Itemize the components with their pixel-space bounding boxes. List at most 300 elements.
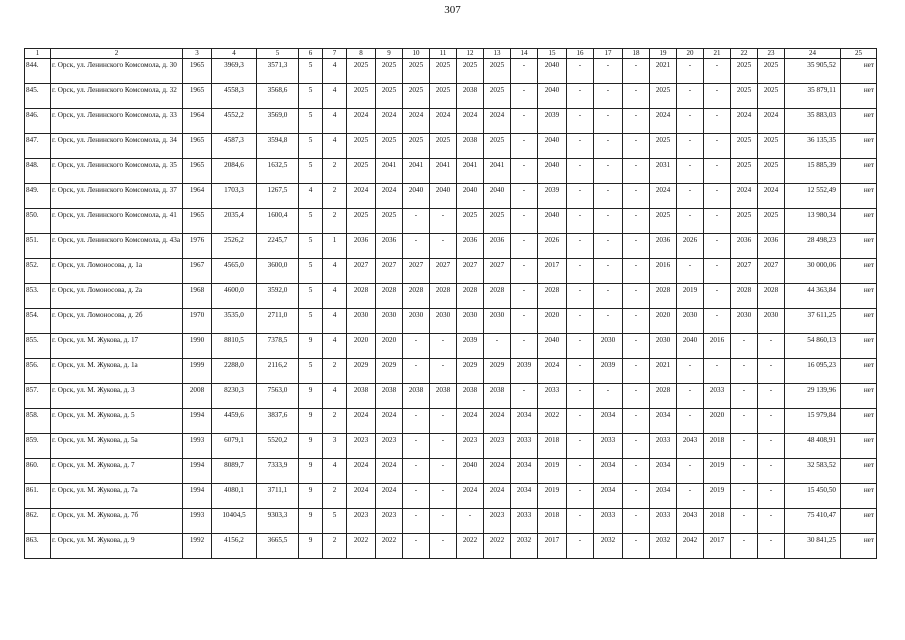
table-cell: - bbox=[623, 159, 650, 184]
table-cell: - bbox=[623, 359, 650, 384]
table-cell: 2019 bbox=[538, 459, 567, 484]
table-cell: 4156,2 bbox=[212, 534, 257, 559]
table-cell: нет bbox=[841, 359, 877, 384]
table-cell: 4 bbox=[323, 334, 347, 359]
table-cell: - bbox=[403, 534, 430, 559]
row-number: 854. bbox=[25, 309, 51, 334]
table-cell: 2 bbox=[323, 409, 347, 434]
row-number: 862. bbox=[25, 509, 51, 534]
table-cell: 2024 bbox=[457, 409, 484, 434]
table-cell: 2024 bbox=[457, 484, 484, 509]
table-cell: 2036 bbox=[484, 234, 511, 259]
table-cell: 2040 bbox=[403, 184, 430, 209]
column-header: 12 bbox=[457, 49, 484, 59]
table-cell: 13 980,34 bbox=[785, 209, 841, 234]
table-cell: 2024 bbox=[650, 184, 677, 209]
table-cell: - bbox=[511, 209, 538, 234]
table-cell: - bbox=[594, 84, 623, 109]
table-cell: - bbox=[704, 184, 731, 209]
table-cell: 30 000,06 bbox=[785, 259, 841, 284]
table-cell: - bbox=[567, 209, 594, 234]
table-cell: 1990 bbox=[183, 334, 212, 359]
table-cell: 2016 bbox=[704, 334, 731, 359]
table-cell: 2 bbox=[323, 484, 347, 509]
table-cell: 2030 bbox=[403, 309, 430, 334]
table-cell: - bbox=[403, 234, 430, 259]
column-header: 21 bbox=[704, 49, 731, 59]
row-number: 846. bbox=[25, 109, 51, 134]
table-cell: 4587,3 bbox=[212, 134, 257, 159]
table-cell: - bbox=[758, 434, 785, 459]
table-cell: 2040 bbox=[538, 159, 567, 184]
table-cell: 2024 bbox=[376, 109, 403, 134]
column-header: 1 bbox=[25, 49, 51, 59]
table-cell: 2038 bbox=[484, 384, 511, 409]
table-cell: 2025 bbox=[376, 59, 403, 84]
table-cell: 2024 bbox=[347, 484, 376, 509]
table-cell: 35 883,03 bbox=[785, 109, 841, 134]
table-cell: 35 905,52 bbox=[785, 59, 841, 84]
table-cell: - bbox=[677, 359, 704, 384]
table-cell: - bbox=[594, 59, 623, 84]
table-cell: 2031 bbox=[650, 159, 677, 184]
table-cell: 2024 bbox=[731, 184, 758, 209]
table-cell: 2023 bbox=[484, 434, 511, 459]
table-cell: - bbox=[567, 184, 594, 209]
table-cell: - bbox=[430, 234, 457, 259]
table-cell: 2039 bbox=[538, 109, 567, 134]
column-header: 25 bbox=[841, 49, 877, 59]
table-cell: 2025 bbox=[376, 134, 403, 159]
table-cell: - bbox=[594, 259, 623, 284]
column-header: 6 bbox=[299, 49, 323, 59]
table-cell: 2030 bbox=[484, 309, 511, 334]
table-cell: 2038 bbox=[457, 84, 484, 109]
address-cell: г. Орск, ул. Ленинского Комсомола, д. 30 bbox=[51, 59, 183, 84]
table-cell: 2025 bbox=[650, 84, 677, 109]
table-cell: - bbox=[677, 459, 704, 484]
table-cell: 2040 bbox=[457, 459, 484, 484]
table-cell: нет bbox=[841, 209, 877, 234]
table-cell: 4 bbox=[299, 184, 323, 209]
table-cell: 2028 bbox=[731, 284, 758, 309]
table-cell: - bbox=[430, 359, 457, 384]
table-cell: 2024 bbox=[484, 484, 511, 509]
table-cell: 3837,6 bbox=[257, 409, 299, 434]
table-cell: 2032 bbox=[594, 534, 623, 559]
table-cell: нет bbox=[841, 459, 877, 484]
row-number: 856. bbox=[25, 359, 51, 384]
table-cell: - bbox=[511, 284, 538, 309]
table-cell: 75 410,47 bbox=[785, 509, 841, 534]
table-cell: - bbox=[623, 59, 650, 84]
table-row bbox=[25, 384, 877, 409]
table-cell: 2024 bbox=[376, 184, 403, 209]
table-cell: 2038 bbox=[457, 134, 484, 159]
column-header: 18 bbox=[623, 49, 650, 59]
table-cell: 2028 bbox=[484, 284, 511, 309]
table-cell: - bbox=[731, 509, 758, 534]
address-cell: г. Орск, ул. Ленинского Комсомола, д. 32 bbox=[51, 84, 183, 109]
table-cell: - bbox=[403, 334, 430, 359]
table-cell: - bbox=[567, 334, 594, 359]
table-cell: - bbox=[511, 384, 538, 409]
table-cell: - bbox=[677, 134, 704, 159]
table-cell: 4558,3 bbox=[212, 84, 257, 109]
table-cell: 1965 bbox=[183, 134, 212, 159]
table-cell: 5 bbox=[299, 234, 323, 259]
table-cell: нет bbox=[841, 59, 877, 84]
table-cell: нет bbox=[841, 484, 877, 509]
table-cell: 2034 bbox=[594, 484, 623, 509]
table-cell: 2245,7 bbox=[257, 234, 299, 259]
table-cell: - bbox=[677, 409, 704, 434]
table-cell: - bbox=[511, 259, 538, 284]
column-header: 9 bbox=[376, 49, 403, 59]
table-cell: 2028 bbox=[430, 284, 457, 309]
table-cell: - bbox=[677, 84, 704, 109]
column-header: 24 bbox=[785, 49, 841, 59]
table-cell: - bbox=[567, 384, 594, 409]
table-cell: 6079,1 bbox=[212, 434, 257, 459]
table-cell: - bbox=[594, 234, 623, 259]
row-number: 857. bbox=[25, 384, 51, 409]
table-cell: - bbox=[731, 434, 758, 459]
row-number: 863. bbox=[25, 534, 51, 559]
table-cell: - bbox=[758, 509, 785, 534]
row-number: 851. bbox=[25, 234, 51, 259]
table-cell: 9 bbox=[299, 459, 323, 484]
table-cell: 2028 bbox=[376, 284, 403, 309]
table-cell: 4 bbox=[323, 59, 347, 84]
column-header: 13 bbox=[484, 49, 511, 59]
table-cell: 2025 bbox=[731, 209, 758, 234]
row-number: 860. bbox=[25, 459, 51, 484]
column-header: 5 bbox=[257, 49, 299, 59]
table-cell: - bbox=[704, 309, 731, 334]
table-cell: 2022 bbox=[484, 534, 511, 559]
table-cell: 3600,0 bbox=[257, 259, 299, 284]
table-cell: 2030 bbox=[594, 334, 623, 359]
table-row bbox=[25, 359, 877, 384]
row-number: 848. bbox=[25, 159, 51, 184]
table-cell: 2025 bbox=[484, 209, 511, 234]
table-cell: - bbox=[403, 434, 430, 459]
table-cell: 4 bbox=[323, 284, 347, 309]
table-cell: - bbox=[511, 84, 538, 109]
table-cell: 5 bbox=[299, 59, 323, 84]
table-row bbox=[25, 59, 877, 84]
table-cell: 9303,3 bbox=[257, 509, 299, 534]
table-cell: 4 bbox=[323, 109, 347, 134]
table-cell: 9 bbox=[299, 534, 323, 559]
table-cell: 28 498,23 bbox=[785, 234, 841, 259]
table-cell: 2024 bbox=[403, 109, 430, 134]
table-cell: 2040 bbox=[538, 334, 567, 359]
table-cell: 2033 bbox=[594, 434, 623, 459]
table-cell: 2029 bbox=[347, 359, 376, 384]
table-cell: 2032 bbox=[650, 534, 677, 559]
address-cell: г. Орск, ул. М. Жукова, д. 9 bbox=[51, 534, 183, 559]
table-cell: 2018 bbox=[704, 509, 731, 534]
table-cell: 2034 bbox=[650, 409, 677, 434]
table-cell: - bbox=[403, 209, 430, 234]
table-cell: 2017 bbox=[704, 534, 731, 559]
table-cell: 2034 bbox=[650, 484, 677, 509]
column-header: 17 bbox=[594, 49, 623, 59]
table-cell: 2025 bbox=[650, 134, 677, 159]
column-header: 4 bbox=[212, 49, 257, 59]
table-cell: - bbox=[430, 509, 457, 534]
table-cell: - bbox=[403, 409, 430, 434]
table-cell: - bbox=[758, 384, 785, 409]
table-cell: 1993 bbox=[183, 434, 212, 459]
table-cell: 1965 bbox=[183, 159, 212, 184]
table-row bbox=[25, 234, 877, 259]
table-cell: - bbox=[704, 209, 731, 234]
table-cell: 2036 bbox=[347, 234, 376, 259]
table-row bbox=[25, 259, 877, 284]
table-cell: 4080,1 bbox=[212, 484, 257, 509]
table-cell: 2024 bbox=[347, 459, 376, 484]
table-cell: 3711,1 bbox=[257, 484, 299, 509]
table-cell: 5 bbox=[299, 259, 323, 284]
address-cell: г. Орск, ул. Ленинского Комсомола, д. 34 bbox=[51, 134, 183, 159]
table-cell: нет bbox=[841, 184, 877, 209]
table-cell: 3594,8 bbox=[257, 134, 299, 159]
table-cell: 2025 bbox=[376, 209, 403, 234]
table-row bbox=[25, 184, 877, 209]
table-cell: 2022 bbox=[538, 409, 567, 434]
table-cell: - bbox=[457, 509, 484, 534]
table-cell: 2020 bbox=[347, 334, 376, 359]
table-cell: - bbox=[623, 434, 650, 459]
table-cell: 2025 bbox=[347, 134, 376, 159]
table-cell: 2025 bbox=[376, 84, 403, 109]
address-cell: г. Орск, ул. Ломоносова, д. 2б bbox=[51, 309, 183, 334]
table-cell: 2017 bbox=[538, 534, 567, 559]
table-cell: 2025 bbox=[347, 84, 376, 109]
table-cell: 1703,3 bbox=[212, 184, 257, 209]
table-cell: 2025 bbox=[758, 84, 785, 109]
table-cell: 2027 bbox=[376, 259, 403, 284]
table-cell: нет bbox=[841, 134, 877, 159]
table-cell: 2028 bbox=[347, 284, 376, 309]
address-cell: г. Орск, ул. Ленинского Комсомола, д. 33 bbox=[51, 109, 183, 134]
table-cell: нет bbox=[841, 334, 877, 359]
table-cell: 2020 bbox=[538, 309, 567, 334]
table-cell: 2084,6 bbox=[212, 159, 257, 184]
table-cell: 1632,5 bbox=[257, 159, 299, 184]
table-cell: 4565,0 bbox=[212, 259, 257, 284]
table-cell: 32 583,52 bbox=[785, 459, 841, 484]
table-cell: 2023 bbox=[347, 509, 376, 534]
table-cell: - bbox=[731, 384, 758, 409]
table-cell: 1965 bbox=[183, 84, 212, 109]
table-cell: 8810,5 bbox=[212, 334, 257, 359]
table-cell: 36 135,35 bbox=[785, 134, 841, 159]
table-cell: - bbox=[623, 384, 650, 409]
table-cell: - bbox=[704, 84, 731, 109]
column-header: 20 bbox=[677, 49, 704, 59]
table-cell: 2028 bbox=[650, 384, 677, 409]
table-cell: 2022 bbox=[457, 534, 484, 559]
table-cell: 5 bbox=[299, 84, 323, 109]
table-cell: 2025 bbox=[403, 84, 430, 109]
row-number: 850. bbox=[25, 209, 51, 234]
table-cell: - bbox=[623, 409, 650, 434]
table-cell: 7378,5 bbox=[257, 334, 299, 359]
address-cell: г. Орск, ул. Ломоносова, д. 1а bbox=[51, 259, 183, 284]
address-cell: г. Орск, ул. М. Жукова, д. 5а bbox=[51, 434, 183, 459]
table-cell: 16 095,23 bbox=[785, 359, 841, 384]
table-cell: 44 363,84 bbox=[785, 284, 841, 309]
table-cell: - bbox=[567, 434, 594, 459]
table-cell: 2025 bbox=[484, 84, 511, 109]
address-cell: г. Орск, ул. М. Жукова, д. 3 bbox=[51, 384, 183, 409]
table-cell: 2041 bbox=[484, 159, 511, 184]
table-cell: 2030 bbox=[347, 309, 376, 334]
row-number: 849. bbox=[25, 184, 51, 209]
table-cell: 2021 bbox=[650, 359, 677, 384]
table-cell: 2028 bbox=[403, 284, 430, 309]
table-cell: 1994 bbox=[183, 409, 212, 434]
table-cell: - bbox=[677, 109, 704, 134]
table-cell: - bbox=[567, 134, 594, 159]
table-cell: 30 841,25 bbox=[785, 534, 841, 559]
address-cell: г. Орск, ул. Ломоносова, д. 2а bbox=[51, 284, 183, 309]
table-cell: - bbox=[704, 359, 731, 384]
table-cell: 2025 bbox=[430, 134, 457, 159]
table-cell: - bbox=[567, 459, 594, 484]
table-cell: 2036 bbox=[650, 234, 677, 259]
table-cell: 15 450,50 bbox=[785, 484, 841, 509]
table-cell: 2023 bbox=[347, 434, 376, 459]
table-cell: 2 bbox=[323, 159, 347, 184]
table-row bbox=[25, 134, 877, 159]
table-cell: 1999 bbox=[183, 359, 212, 384]
column-header: 8 bbox=[347, 49, 376, 59]
table-cell: 3665,5 bbox=[257, 534, 299, 559]
table-cell: 9 bbox=[299, 384, 323, 409]
table-cell: 2028 bbox=[457, 284, 484, 309]
table-cell: - bbox=[430, 459, 457, 484]
table-row bbox=[25, 434, 877, 459]
table-cell: - bbox=[403, 509, 430, 534]
table-cell: 2025 bbox=[430, 59, 457, 84]
row-number: 845. bbox=[25, 84, 51, 109]
table-cell: - bbox=[594, 109, 623, 134]
table-cell: - bbox=[623, 84, 650, 109]
table-cell: 1970 bbox=[183, 309, 212, 334]
table-cell: 2042 bbox=[677, 534, 704, 559]
table-cell: - bbox=[594, 184, 623, 209]
table-cell: 2034 bbox=[511, 459, 538, 484]
table-cell: 2033 bbox=[650, 509, 677, 534]
table-cell: 1 bbox=[323, 234, 347, 259]
table-cell: нет bbox=[841, 384, 877, 409]
table-cell: 5 bbox=[299, 109, 323, 134]
table-cell: 2023 bbox=[376, 434, 403, 459]
table-cell: 2025 bbox=[457, 59, 484, 84]
table-cell: 4552,2 bbox=[212, 109, 257, 134]
table-cell: 2025 bbox=[403, 134, 430, 159]
table-cell: 2043 bbox=[677, 434, 704, 459]
table-cell: 2030 bbox=[376, 309, 403, 334]
table-cell: 2027 bbox=[430, 259, 457, 284]
table-cell: 2 bbox=[323, 184, 347, 209]
table-cell: 2026 bbox=[677, 234, 704, 259]
table-cell: - bbox=[758, 409, 785, 434]
table-cell: 4459,6 bbox=[212, 409, 257, 434]
table-cell: 1600,4 bbox=[257, 209, 299, 234]
table-cell: - bbox=[758, 459, 785, 484]
page-number: 307 bbox=[444, 4, 461, 16]
table-cell: 2020 bbox=[650, 309, 677, 334]
table-cell: 2025 bbox=[650, 209, 677, 234]
table-cell: 2 bbox=[323, 209, 347, 234]
table-cell: - bbox=[430, 534, 457, 559]
table-cell: 2025 bbox=[347, 59, 376, 84]
table-row bbox=[25, 484, 877, 509]
table-cell: 2024 bbox=[758, 109, 785, 134]
table-cell: 2040 bbox=[430, 184, 457, 209]
table-cell: - bbox=[623, 109, 650, 134]
table-cell: 2024 bbox=[758, 184, 785, 209]
table-cell: 2027 bbox=[457, 259, 484, 284]
row-number: 844. bbox=[25, 59, 51, 84]
table-cell: 2028 bbox=[758, 284, 785, 309]
table-cell: - bbox=[731, 359, 758, 384]
table-cell: - bbox=[623, 309, 650, 334]
table-cell: 5 bbox=[299, 159, 323, 184]
table-cell: 2032 bbox=[511, 534, 538, 559]
table-cell: 2041 bbox=[403, 159, 430, 184]
table-cell: 2025 bbox=[347, 159, 376, 184]
table-cell: - bbox=[704, 284, 731, 309]
table-cell: 2018 bbox=[538, 509, 567, 534]
table-cell: - bbox=[567, 84, 594, 109]
table-cell: 4600,0 bbox=[212, 284, 257, 309]
table-cell: 2025 bbox=[758, 159, 785, 184]
table-row bbox=[25, 534, 877, 559]
table-cell: 2027 bbox=[347, 259, 376, 284]
table-cell: - bbox=[623, 534, 650, 559]
table-cell: - bbox=[731, 459, 758, 484]
table-cell: 2036 bbox=[376, 234, 403, 259]
table-cell: - bbox=[731, 484, 758, 509]
table-cell: 2040 bbox=[538, 59, 567, 84]
table-cell: - bbox=[567, 259, 594, 284]
table-cell: 2030 bbox=[758, 309, 785, 334]
table-cell: 1993 bbox=[183, 509, 212, 534]
table-cell: 5520,2 bbox=[257, 434, 299, 459]
table-cell: - bbox=[567, 484, 594, 509]
table-cell: 10404,5 bbox=[212, 509, 257, 534]
table-cell: 9 bbox=[299, 334, 323, 359]
table-cell: - bbox=[677, 259, 704, 284]
table-cell: 2038 bbox=[457, 384, 484, 409]
table-cell: 2116,2 bbox=[257, 359, 299, 384]
table-cell: 29 139,96 bbox=[785, 384, 841, 409]
table-cell: 2024 bbox=[347, 184, 376, 209]
table-cell: - bbox=[594, 209, 623, 234]
table-cell: 2038 bbox=[347, 384, 376, 409]
table-cell: 2040 bbox=[538, 209, 567, 234]
table-cell: 2034 bbox=[511, 484, 538, 509]
table-cell: 4 bbox=[323, 459, 347, 484]
table-cell: - bbox=[704, 234, 731, 259]
